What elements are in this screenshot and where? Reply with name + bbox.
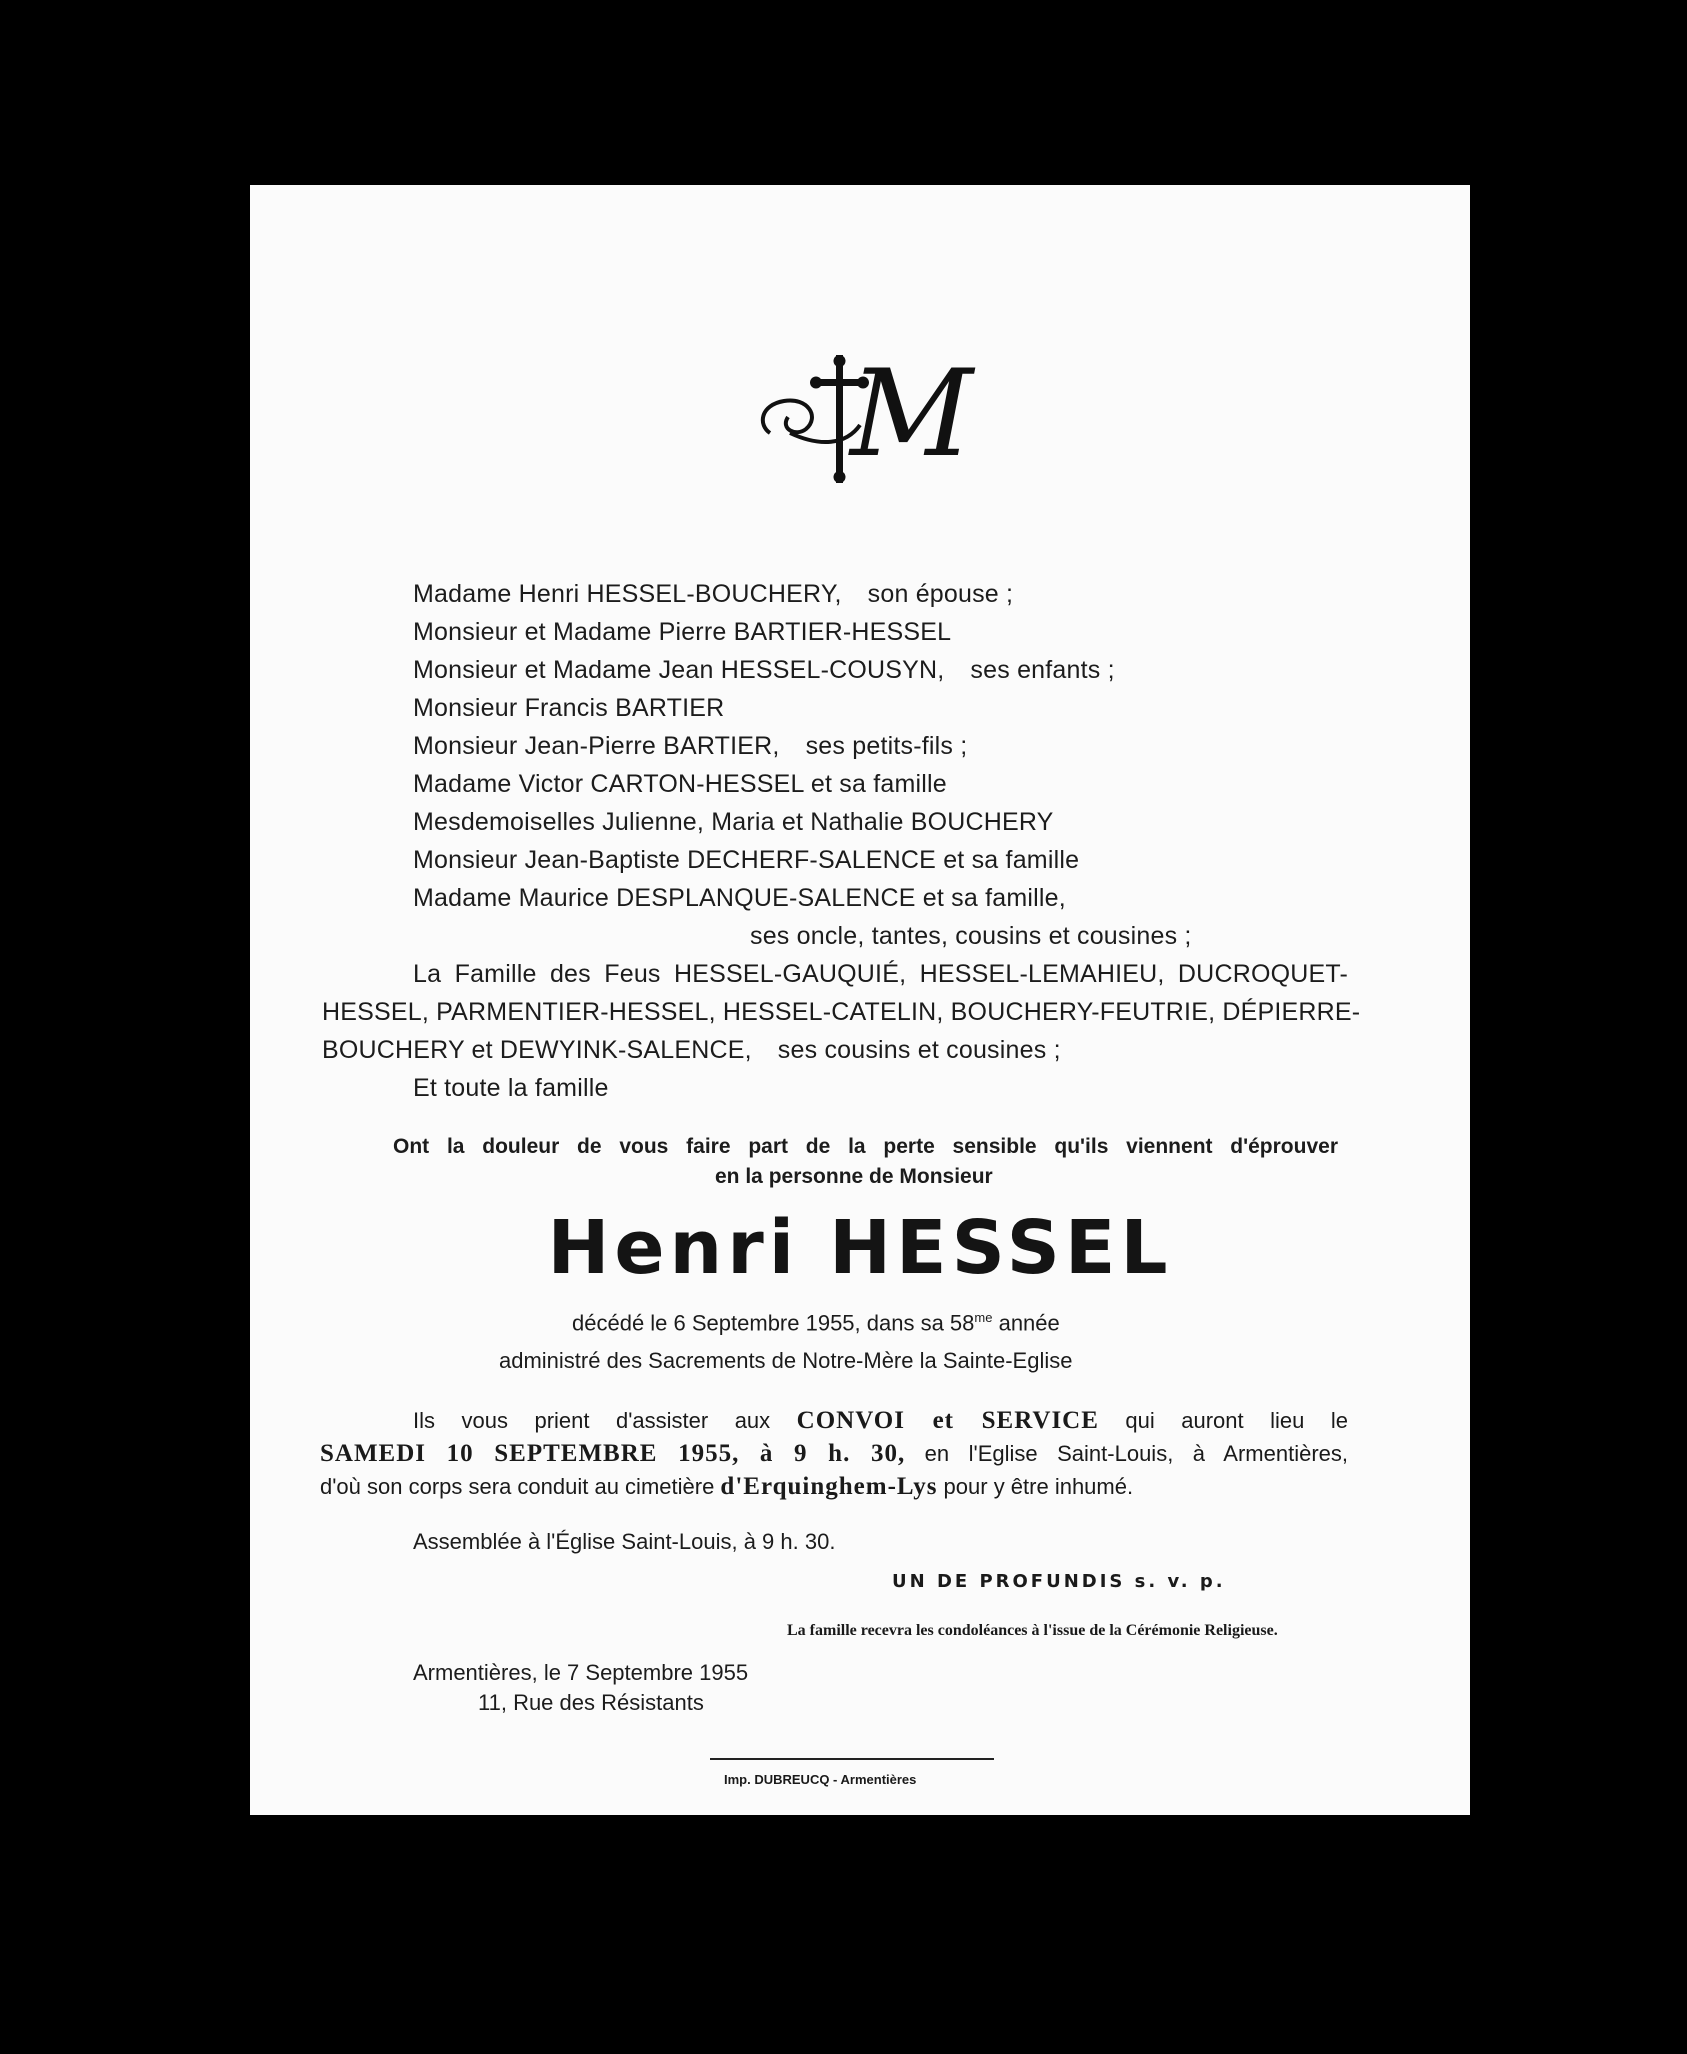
- family-line: Madame Victor CARTON-HESSEL et sa famille: [413, 770, 947, 798]
- imprint-divider: [710, 1758, 994, 1760]
- funeral-notice: [250, 185, 1470, 1815]
- announcement-line-1: Ont la douleur de vous faire part de la perte sensible qu'ils viennent d'éprouver: [393, 1135, 1338, 1158]
- late-family-line-2: HESSEL, PARMENTIER-HESSEL, HESSEL-CATELIN, BOUCHERY-FEUTRIE, DÉPIERRE-: [322, 998, 1361, 1026]
- announcement-line-2: en la personne de Monsieur: [715, 1165, 993, 1188]
- service-line-2: SAMEDI 10 SEPTEMBRE 1955, à 9 h. 30, en l'Eglise Saint-Louis, à Armentières,: [320, 1440, 1348, 1467]
- service-line-1: Ils vous prient d'assister aux CONVOI et SERVICE qui auront lieu le: [413, 1407, 1348, 1434]
- cross-monogram-icon: [750, 355, 990, 485]
- monogram-letter: M: [850, 355, 973, 484]
- family-line: Monsieur et Madame Jean HESSEL-COUSYN, ses enfants ;: [413, 656, 1115, 684]
- family-line: Monsieur et Madame Pierre BARTIER-HESSEL: [413, 618, 952, 646]
- family-line: Monsieur Jean-Pierre BARTIER, ses petits-fils ;: [413, 732, 968, 760]
- family-line: Monsieur Jean-Baptiste DECHERF-SALENCE et sa famille: [413, 846, 1080, 874]
- deceased-name: Henri HESSEL: [547, 1205, 1173, 1291]
- family-line: Monsieur Francis BARTIER: [413, 694, 725, 722]
- family-line: Madame Henri HESSEL-BOUCHERY, son épouse ;: [413, 580, 1014, 608]
- condolences-note: La famille recevra les condoléances à l'issue de la Cérémonie Religieuse.: [787, 1622, 1278, 1639]
- de-profundis: UN DE PROFUNDIS s. v. p.: [892, 1571, 1226, 1592]
- whole-family-line: Et toute la famille: [413, 1074, 609, 1102]
- sacraments-line: administré des Sacrements de Notre-Mère la Sainte-Eglise: [499, 1348, 1073, 1373]
- family-line: Madame Maurice DESPLANQUE-SALENCE et sa famille,: [413, 884, 1066, 912]
- late-family-line-1: La Famille des Feus HESSEL-GAUQUIÉ, HESSEL-LEMAHIEU, DUCROQUET-: [413, 960, 1348, 988]
- place-date: Armentières, le 7 Septembre 1955: [413, 1660, 749, 1685]
- assembly-line: Assemblée à l'Église Saint-Louis, à 9 h. 30.: [413, 1529, 836, 1554]
- service-line-3: d'où son corps sera conduit au cimetière d'Erquinghem-Lys pour y être inhumé.: [320, 1473, 1134, 1500]
- uncles-line: ses oncle, tantes, cousins et cousines ;: [750, 922, 1192, 950]
- address: 11, Rue des Résistants: [478, 1690, 704, 1715]
- late-family-line-3: BOUCHERY et DEWYINK-SALENCE, ses cousins et cousines ;: [322, 1036, 1061, 1064]
- printer-imprint: Imp. DUBREUCQ - Armentières: [724, 1772, 917, 1787]
- death-line: décédé le 6 Septembre 1955, dans sa $58^{me}$ année: [572, 1310, 1060, 1336]
- family-line: Mesdemoiselles Julienne, Maria et Nathalie BOUCHERY: [413, 808, 1054, 836]
